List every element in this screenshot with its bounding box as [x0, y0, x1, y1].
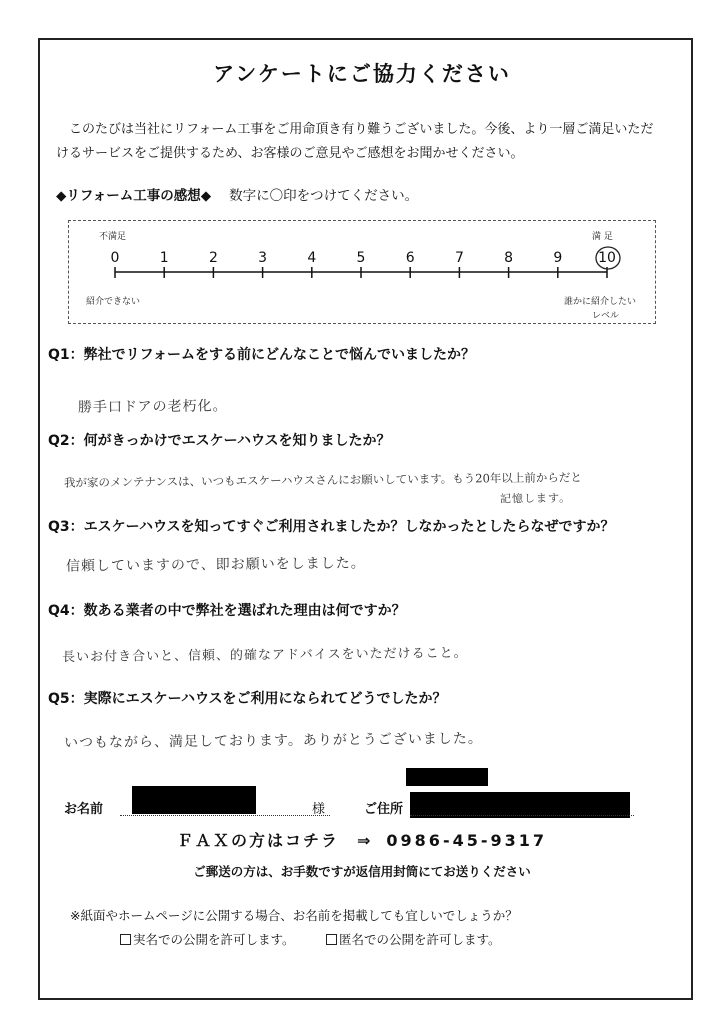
scale-number-3[interactable]: 3 [258, 250, 268, 266]
fax-number: 0986-45-9317 [386, 831, 548, 850]
answer-2: 我が家のメンテナンスは、いつもエスケーハウスさんにお願いしています。もう20年以上前からだと [63, 470, 582, 490]
scale-number-5[interactable]: 5 [356, 250, 366, 266]
scale-right-top-label: 満 足 [592, 232, 613, 242]
satisfaction-scale [68, 220, 656, 324]
intro-text: このたびは当社にリフォーム工事をご用命頂き有り難うございました。今後、より一層ご満足いただけるサービスをご提供するため、お客様のご意見やご感想をお聞かせください。 [56, 122, 654, 161]
name-underline [120, 815, 330, 816]
answer-1: 勝手口ドアの老朽化。 [77, 398, 228, 416]
scale-number-10[interactable]: 10 [598, 250, 616, 266]
scale-number-7[interactable]: 7 [454, 250, 464, 266]
answer-5: いつもながら、満足しております。ありがとうございました。 [63, 730, 483, 752]
name-label: お名前 [64, 802, 104, 817]
scale-ticks [111, 247, 620, 278]
address-label: ご住所 [364, 802, 404, 817]
question-5: Q5：実際にエスケーハウスをご利用になられてどうでしたか？ [48, 691, 447, 707]
name-redaction [132, 786, 256, 814]
publish-question: ※紙面やホームページに公開する場合、お名前を掲載しても宜しいでしょうか？ [70, 908, 518, 923]
question-1: Q1：弊社でリフォームをする前にどんなことで悩んでいましたか？ [48, 347, 475, 363]
checkbox-anon[interactable] [326, 934, 337, 945]
scale-number-1[interactable]: 1 [159, 250, 169, 266]
scale-right-bottom-label-1: 誰かに紹介したい [564, 297, 637, 307]
publish-option-real[interactable] [120, 930, 295, 948]
address-underline [410, 815, 634, 816]
question-2: Q2：何がきっかけでエスケーハウスを知りましたか？ [48, 433, 391, 449]
postal-redaction [406, 768, 488, 786]
scale-svg [69, 221, 657, 325]
scale-number-2[interactable]: 2 [208, 250, 218, 266]
scale-left-top-label: 不満足 [99, 232, 127, 242]
section-instruction: 数字に〇印をつけてください。 [229, 188, 419, 204]
fax-line [0, 828, 724, 851]
question-3: Q3：エスケーハウスを知ってすぐご利用されましたか？しなかったとしたらなぜですか？ [48, 519, 615, 535]
scale-number-8[interactable]: 8 [504, 250, 514, 266]
section-heading-label: ◆リフォーム工事の感想◆ [56, 188, 212, 204]
sama-label: 様 [312, 802, 326, 817]
scale-number-0[interactable]: 0 [110, 250, 120, 266]
fax-label: ＦＡＸの方はコチラ ⇒ [176, 831, 373, 850]
answer-4: 長いお付き合いと、信頼、的確なアドバイスをいただけること。 [61, 645, 468, 666]
page-title: アンケートにご協力ください [213, 62, 511, 86]
checkbox-real[interactable] [120, 934, 131, 945]
mail-note: ご郵送の方は、お手数ですが返信用封筒にてお送りください [193, 864, 531, 879]
answer-3: 信頼していますので、即お願いをしました。 [65, 555, 366, 575]
scale-number-4[interactable]: 4 [307, 250, 317, 266]
answer-2-continued: 記憶します。 [499, 491, 572, 506]
scale-right-bottom-label-2: レベル [592, 311, 620, 321]
scale-number-6[interactable]: 6 [405, 250, 415, 266]
publish-option-anon-label: 匿名での公開を許可します。 [339, 932, 501, 947]
scale-number-9[interactable]: 9 [553, 250, 563, 266]
publish-option-anon[interactable] [326, 930, 501, 948]
scale-left-bottom-label: 紹介できない [86, 297, 141, 307]
publish-option-real-label: 実名での公開を許可します。 [133, 932, 295, 947]
section-heading [56, 184, 418, 204]
question-4: Q4：数ある業者の中で弊社を選ばれた理由は何ですか？ [48, 603, 406, 619]
